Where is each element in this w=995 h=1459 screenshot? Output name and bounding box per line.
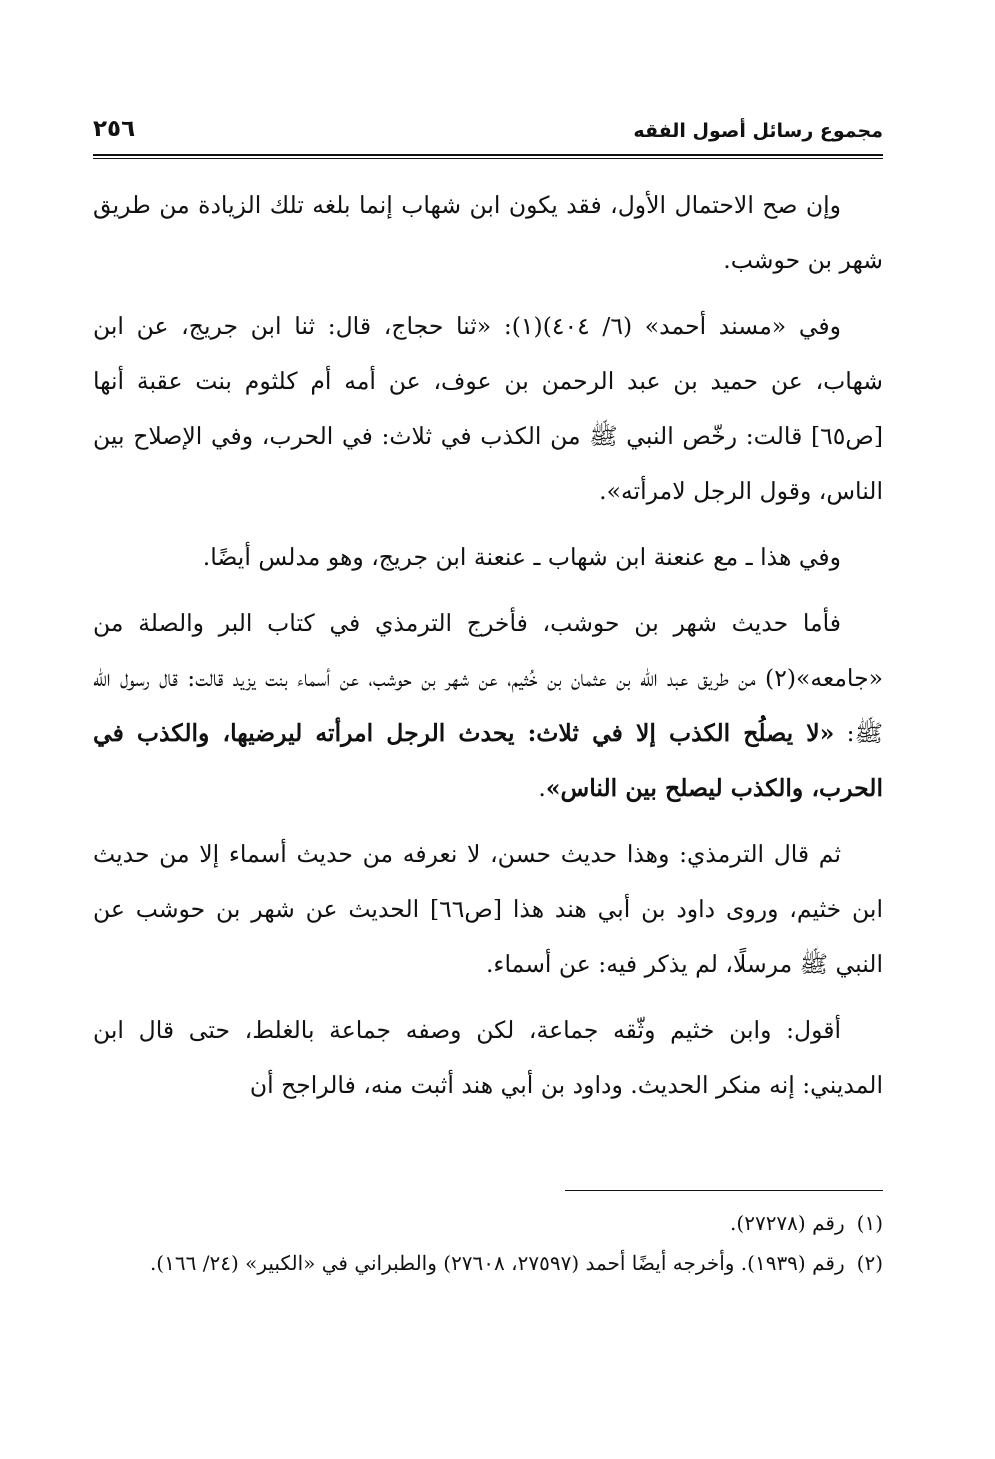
paragraph: وفي هذا ـ مع عنعنة ابن شهاب ـ عنعنة ابن جريج، وهو مدلس أيضًا. [202, 543, 841, 571]
paragraph-text: فأما حديث شهر بن حوشب، فأخرج الترمذي في كتاب البر والصلة من «جامعه»(٢) من طريق عبد الله بن عثمان بن خُثيم، عن شهر بن حوشب، عن أسماء بنت يزيد قالت: قال رسول الله ﷺ: [93, 609, 883, 747]
running-header [93, 112, 883, 156]
paragraph: وفي «مسند أحمد» (٦/ ٤٠٤)(١): «ثنا حجاج، قال: ثنا ابن جريج، عن ابن شهاب، عن حميد بن عبد الرحمن بن عوف، عن أمه أم كلثوم بنت عقبة أنها [ص٦٥] قالت: رخّص النبي ﷺ من الكذب في ثلاث: في الحرب، وفي الإصلاح بين الناس، وقول الرجل لامرأته». [93, 312, 883, 505]
footnote-text: رقم (٢٧٢٧٨). [730, 1211, 845, 1235]
footnote-number: (١) [856, 1211, 883, 1235]
header-divider [93, 154, 883, 156]
footnote-number: (٢) [856, 1251, 883, 1275]
footnotes [93, 1190, 883, 1283]
paragraph: أقول: وابن خثيم وثّقه جماعة، لكن وصفه جماعة بالغلط، حتى قال ابن المديني: إنه منكر الحديث. وداود بن أبي هند أثبت منه، فالراجح أن [93, 1016, 883, 1099]
hadith-quote: «لا يصلُح الكذب إلا في ثلاث: يحدث الرجل امرأته ليرضيها، والكذب في الحرب، والكذب ليصلح بين الناس» [93, 719, 883, 802]
book-title: مجموع رسائل أصول الفقه [633, 120, 883, 142]
footnote [93, 1243, 883, 1283]
paragraph-text: . [538, 774, 546, 802]
footnote-text: رقم (١٩٣٩). وأخرجه أيضًا أحمد (٢٧٥٩٧، ٢٧٦٠٨) والطبراني في «الكبير» (٢٤/ ١٦٦). [149, 1251, 845, 1275]
paragraph: وإن صح الاحتمال الأول، فقد يكون ابن شهاب إنما بلغه تلك الزيادة من طريق شهر بن حوشب. [93, 191, 883, 274]
paragraph-with-hadith [93, 596, 883, 816]
main-text [93, 178, 883, 1124]
footnote [93, 1203, 883, 1243]
paragraph: ثم قال الترمذي: وهذا حديث حسن، لا نعرفه من حديث أسماء إلا من حديث ابن خثيم، وروى داود بن أبي هند هذا [ص٦٦] الحديث عن شهر بن حوشب عن النبي ﷺ مرسلًا، لم يذكر فيه: عن أسماء. [93, 840, 883, 978]
page-number: ٢٥٦ [93, 116, 136, 142]
footnote-divider [565, 1190, 883, 1191]
